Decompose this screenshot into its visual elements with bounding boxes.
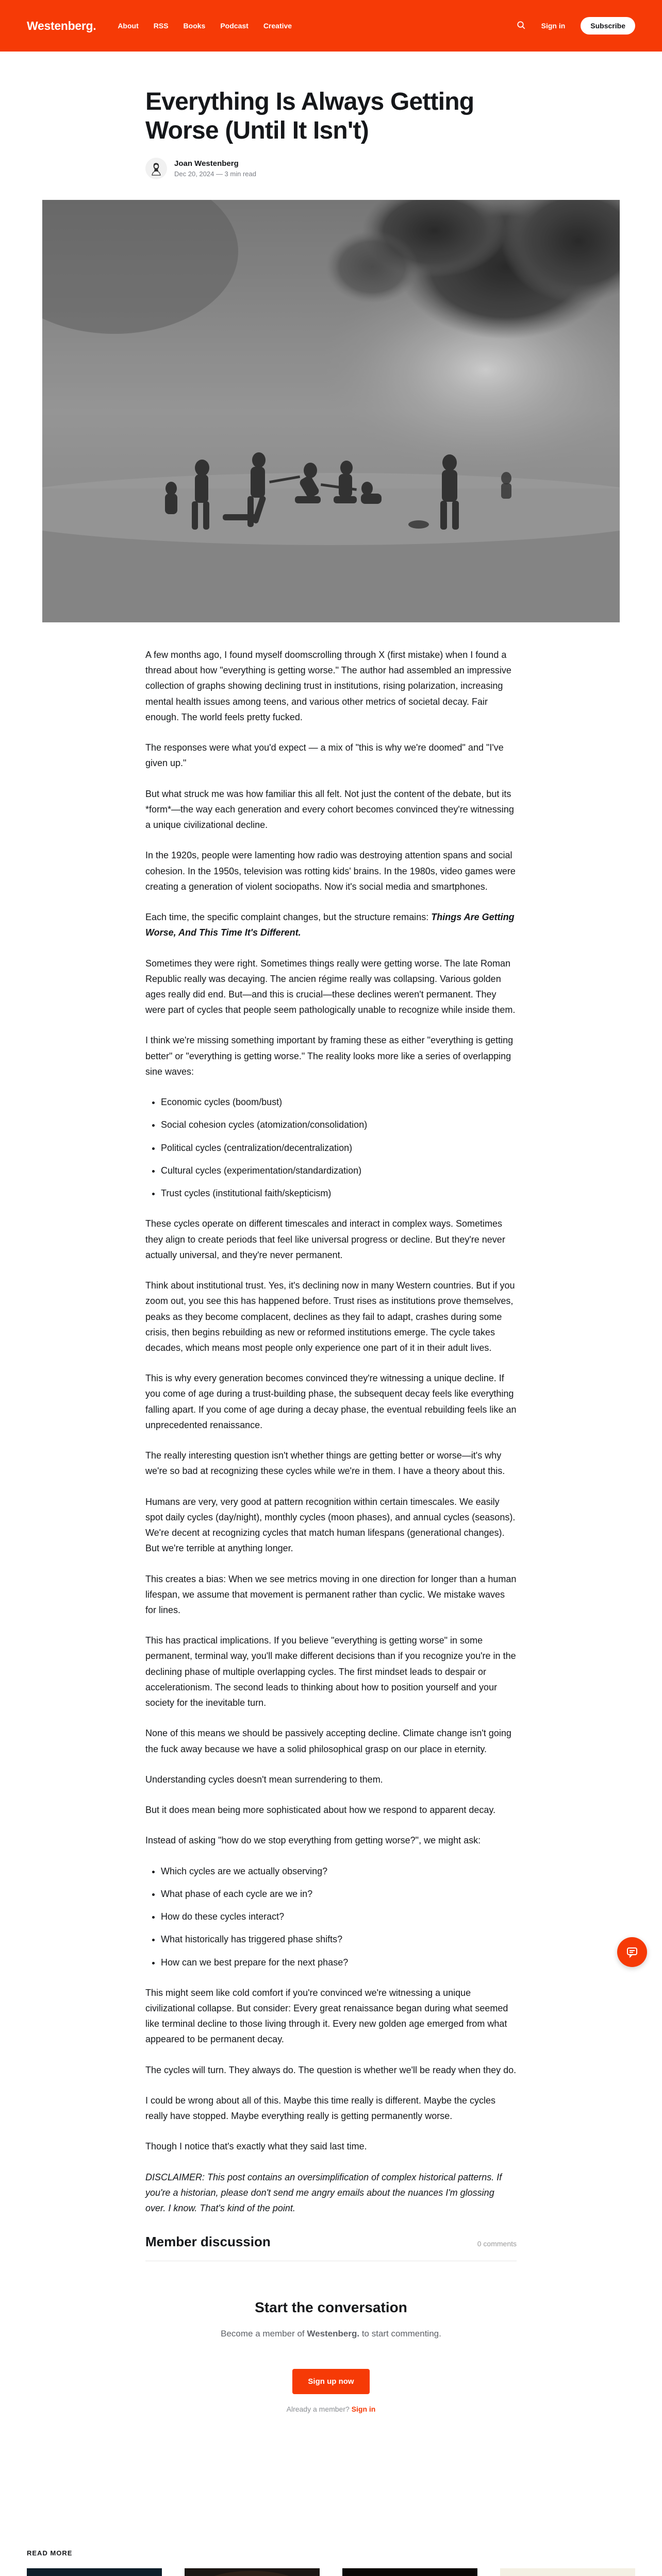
list-item: • Which cycles are we actually observing? bbox=[161, 1863, 517, 1879]
main-nav bbox=[118, 22, 292, 30]
site-logo[interactable]: Westenberg. bbox=[27, 19, 96, 32]
author-name[interactable]: Joan Westenberg bbox=[174, 159, 239, 168]
header-actions bbox=[517, 17, 635, 35]
search-icon[interactable] bbox=[517, 21, 526, 31]
nav-podcast[interactable]: Podcast bbox=[220, 22, 249, 30]
paragraph: This creates a bias: When we see metrics moving in one direction for longer than a human lifespan, we assume that movement is permanent rather than cyclic. We mistake waves for lines. bbox=[145, 1573, 517, 1616]
paragraph bbox=[145, 909, 517, 940]
floating-chat-button[interactable] bbox=[617, 1937, 647, 1967]
list-item: • Social cohesion cycles (atomization/consolidation) bbox=[161, 1117, 517, 1132]
cta-brand: Westenberg. bbox=[307, 2329, 360, 2339]
article-body bbox=[145, 647, 517, 2415]
paragraph: Humans are very, very good at pattern recognition within certain timescales. We easily spot daily cycles (day/night), monthly cycles (moon phases), and annual cycles (seasons). We're decent at recognizing cycles that match human lifespans (generational changes). But we're terrible at anything longer. bbox=[145, 1496, 516, 1554]
paragraph: The really interesting question isn't whether things are getting better or worse—it's why we're so bad at recognizing these cycles while we're in them. I have a theory about this. bbox=[145, 1450, 505, 1477]
article-title: Everything Is Always Getting Worse (Until It Isn't) bbox=[145, 88, 474, 144]
post-meta: Dec 20, 2024 — 3 min read bbox=[174, 170, 256, 178]
paragraph: Understanding cycles doesn't mean surrendering to them. bbox=[145, 1774, 383, 1785]
read-more-heading: READ MORE bbox=[27, 2549, 73, 2557]
post-card[interactable] bbox=[500, 2568, 635, 2576]
discussion-header bbox=[145, 2231, 517, 2261]
list-item: • What historically has triggered phase shifts? bbox=[161, 1931, 517, 1947]
paragraph: But it does mean being more sophisticated about how we respond to apparent decay. bbox=[145, 1805, 496, 1816]
paragraph-lead: Each time, the specific complaint changes, but the structure remains: bbox=[145, 912, 432, 923]
nav-rss[interactable]: RSS bbox=[153, 22, 169, 30]
cta-text-a: Become a member of bbox=[221, 2329, 307, 2339]
cta-title: Start the conversation bbox=[255, 2299, 407, 2316]
paragraph: This has practical implications. If you believe "everything is getting worse" in some permanent, terminal way, you'll make different decisions than if you recognize you're in the declining phase of multiple overlapping cycles. The first mindset leads to despair or accelerationism. The second leads to thinking about how to position yourself and your society for the inevitable turn. bbox=[145, 1635, 516, 1708]
paragraph: I could be wrong about all of this. Maybe this time really is different. Maybe the cycles really have stopped. Maybe everything really is getting permanently worse. bbox=[145, 2095, 495, 2122]
nav-books[interactable]: Books bbox=[183, 22, 206, 30]
paragraph: But what struck me was how familiar this all felt. Not just the content of the debate, but its *form*—the way each generation and every cohort becomes convinced they're witnessing a unique civilizational decline. bbox=[145, 788, 514, 831]
disclaimer: DISCLAIMER: This post contains an oversimplification of complex historical patterns. If you're a historian, please don't send me angry emails about the nuances I'm glossing over. I know. That's kind of the point. bbox=[145, 2172, 502, 2214]
paragraph: Though I notice that's exactly what they said last time. bbox=[145, 2141, 367, 2152]
read-more-cards bbox=[27, 2568, 635, 2576]
list-item: • Political cycles (centralization/decentralization) bbox=[161, 1140, 517, 1156]
list-item: • Trust cycles (institutional faith/skepticism) bbox=[161, 1185, 517, 1201]
paragraph: In the 1920s, people were lamenting how radio was destroying attention spans and social cohesion. In the 1950s, television was rotting kids' brains. In the 1980s, video games were creating a generation of violent sociopaths. Now it's social media and smartphones. bbox=[145, 850, 516, 892]
already-member: Already a member? bbox=[286, 2404, 350, 2413]
nav-about[interactable]: About bbox=[118, 22, 139, 30]
cta-text bbox=[145, 2327, 517, 2342]
hero-image bbox=[42, 200, 620, 622]
signin-link[interactable]: Sign in bbox=[541, 22, 566, 30]
subscribe-button[interactable]: Subscribe bbox=[581, 17, 635, 35]
emphasis: Things Are Getting Worse, And This Time It's Different. bbox=[145, 912, 515, 938]
read-more bbox=[27, 2549, 635, 2576]
paragraph: A few months ago, I found myself doomscrolling through X (first mistake) when I found a thread about how "everything is getting worse." The author had assembled an impressive collection of graphs showing declining trust in institutions, rising polarization, increasing mental health issues among teens, and various other metrics of societal decay. Fair enough. The world feels pretty fucked. bbox=[145, 650, 511, 722]
list-item: • Economic cycles (boom/bust) bbox=[161, 1094, 517, 1110]
post-thumbnail[interactable] bbox=[185, 2568, 320, 2576]
post-card[interactable] bbox=[27, 2568, 162, 2576]
article bbox=[0, 88, 662, 2415]
questions-list bbox=[161, 1863, 517, 1970]
paragraph: These cycles operate on different timescales and interact in complex ways. Sometimes they align to create periods that feel like universal progress or decline. But they're never actually universal, and they're never permanent. bbox=[145, 1218, 505, 1260]
comment-count: 0 comments bbox=[477, 2240, 517, 2248]
paragraph: This is why every generation becomes convinced they're witnessing a unique decline. If you come of age during a trust-building phase, the subsequent decay feels like everything falling apart. If you come of age during a decay phase, the eventual rebuilding feels like an unprecedented renaissance. bbox=[145, 1373, 517, 1430]
paragraph: I think we're missing something important by framing these as either "everything is getting better" or "everything is getting worse." The reality looks more like a series of overlapping sine waves: bbox=[145, 1035, 514, 1077]
discussion-title: Member discussion bbox=[145, 2234, 271, 2250]
signin-link[interactable]: Sign in bbox=[351, 2404, 376, 2413]
cta-text-c: to start commenting. bbox=[359, 2329, 441, 2339]
cycles-list bbox=[161, 1094, 517, 1201]
post-thumbnail[interactable] bbox=[342, 2568, 477, 2576]
member-signin bbox=[145, 2403, 517, 2416]
paragraph: None of this means we should be passively accepting decline. Climate change isn't going the fuck away because we have a solid philosophical grasp on our place in eternity. bbox=[145, 1728, 511, 1754]
paragraph: Sometimes they were right. Sometimes things really were getting worse. The late Roman Republic really was decaying. The ancien régime really was collapsing. Various golden ages really did end. But—and this is crucial—these declines weren't permanent. They were part of cycles that people seem pathologically unable to recognize while inside them. bbox=[145, 958, 516, 1015]
byline bbox=[145, 158, 517, 179]
signup-button[interactable]: Sign up now bbox=[292, 2369, 369, 2394]
author-avatar[interactable] bbox=[145, 158, 167, 179]
site-header bbox=[0, 0, 662, 52]
paragraph: Think about institutional trust. Yes, it's declining now in many Western countries. But if you zoom out, you see this has happened before. Trust rises as institutions prove themselves, peaks as they become complacent, declines as they fail to adapt, crashes during some crisis, then begins rebuilding as new or reformed institutions emerge. The cycle takes decades, which means most people only experience one part of it in their adult lives. bbox=[145, 1280, 515, 1353]
comment-cta bbox=[145, 2295, 517, 2415]
chat-icon bbox=[626, 1946, 638, 1958]
list-item: • What phase of each cycle are we in? bbox=[161, 1886, 517, 1902]
nav-creative[interactable]: Creative bbox=[263, 22, 292, 30]
post-card[interactable] bbox=[342, 2568, 477, 2576]
post-thumbnail[interactable] bbox=[500, 2568, 635, 2576]
paragraph: The responses were what you'd expect — a mix of "this is why we're doomed" and "I've given up." bbox=[145, 742, 504, 769]
paragraph: This might seem like cold comfort if you're convinced we're witnessing a unique civilizational collapse. But consider: Every great renaissance began during what seemed like terminal decline to those living through it. Every new golden age emerged from what appeared to be permanent decay. bbox=[145, 1987, 508, 2045]
post-card[interactable] bbox=[185, 2568, 320, 2576]
paragraph: Instead of asking "how do we stop everything from getting worse?", we might ask: bbox=[145, 1835, 481, 1846]
list-item: • How can we best prepare for the next phase? bbox=[161, 1955, 517, 1970]
list-item: • Cultural cycles (experimentation/standardization) bbox=[161, 1163, 517, 1178]
post-thumbnail[interactable] bbox=[27, 2568, 162, 2576]
list-item: • How do these cycles interact? bbox=[161, 1909, 517, 1924]
paragraph: The cycles will turn. They always do. The question is whether we'll be ready when they do. bbox=[145, 2064, 517, 2075]
